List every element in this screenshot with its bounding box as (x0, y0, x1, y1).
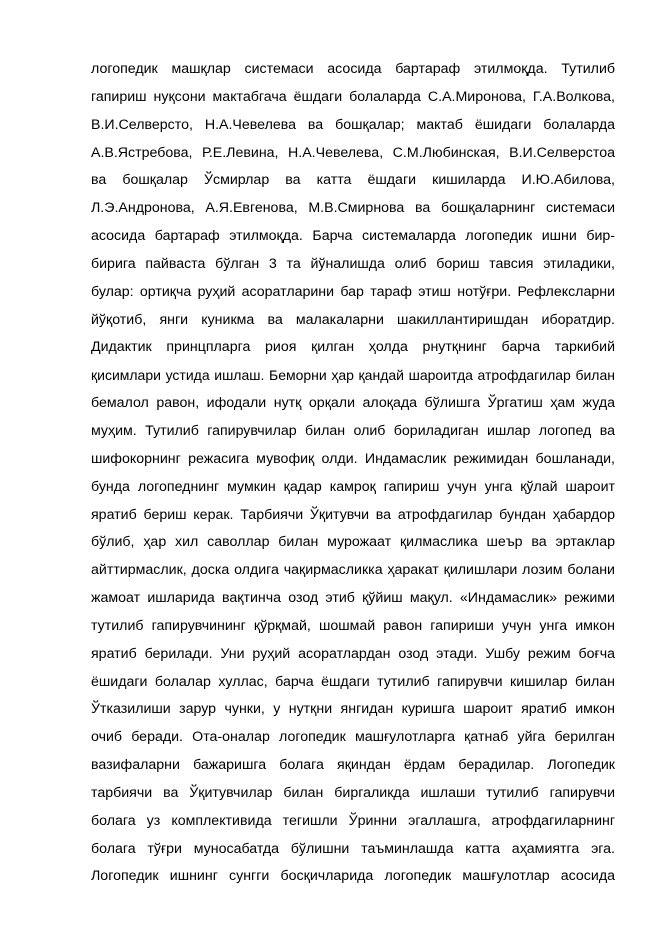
text-line: шифокорнинг режасига мувофиқ олди. Индамаслик режимидан бошланади, (91, 450, 615, 467)
text-line: йўқотиб, янги куникма ва малакаларни шакиллантиришдан иборатдир. (91, 311, 615, 328)
text-line: Ўтказилиши зарур чунки, у нутқни янгидан куришга шароит яратиб имкон (91, 701, 615, 718)
text-line: асосида бартараф этилмоқда. Барча системаларда логопедик ишни бир- (91, 228, 615, 245)
text-line: ва бошқалар Ўсмирлар ва катта ёшдаги кишиларда И.Ю.Абилова, (91, 172, 615, 189)
text-line: болага уз комплективида тегишли Ўринни эгаллашга, атрофдагиларнинг (91, 812, 615, 829)
text-line: ёшидаги болалар хуллас, барча ёшдаги тутилиб гапирувчи кишилар билан (91, 673, 615, 690)
text-line: В.И.Селверсто, Н.А.Чевелева ва бошқалар; мактаб ёшидаги болаларда (91, 116, 615, 133)
text-line: логопедик машқлар системаси асосида бартараф этилмоқда. Тутилиб (91, 61, 615, 77)
text-line: муҳим. Тутилиб гапирувчилар билан олиб бориладиган ишлар логопед ва (91, 422, 615, 439)
text-line: яратиб берилади. Уни руҳий асоратлардан озод этади. Ушбу режим боғча (91, 645, 615, 662)
text-line: Логопедик ишнинг сунгги босқичларида логопедик машғулотлар асосида (91, 868, 615, 885)
text-line: айттирмаслик, доска олдига чақирмасликка ҳаракат қилишлари лозим болани (91, 562, 615, 579)
text-line: болага тўғри муносабатда бўлишни таъминлашда катта аҳамиятга эга. (91, 840, 615, 857)
document-page (91, 56, 615, 891)
text-line: булар: ортиқча руҳий асоратларини бар тараф этиш нотўғри. Рефлексларни (91, 283, 615, 300)
text-line: вазифаларни бажаришга болага яқиндан ёрдам берадилар. Логопедик (91, 757, 615, 774)
text-line: бирига пайваста бўлган 3 та йўналишда олиб бориш тавсия этиладики, (91, 255, 615, 272)
text-line: жамоат ишларида вақтинча озод этиб қўйиш мақул. «Индамаслик» режими (91, 590, 615, 607)
text-line: Л.Э.Андронова, А.Я.Евгенова, М.В.Смирнова ва бошқаларнинг системаси (91, 200, 615, 217)
text-line: очиб беради. Ота-оналар логопедик машғулотларга қатнаб уйга берилган (91, 729, 615, 746)
text-line: бўлиб, ҳар хил саволлар билан мурожаат қилмаслика шеър ва эртаклар (91, 534, 615, 551)
text-line: қисимлари устида ишлаш. Беморни ҳар қандай шароитда атрофдагилар билан (91, 367, 615, 384)
text-line: тутилиб гапирувчининг қўрқмай, шошмай равон гапириши учун унга имкон (91, 617, 615, 634)
text-line: бемалол равон, ифодали нутқ орқали алоқада бўлишга Ўргатиш ҳам жуда (91, 395, 615, 412)
text-line: гапириш нуқсони мактабгача ёшдаги болаларда С.А.Миронова, Г.А.Волкова, (91, 88, 615, 105)
text-line: тарбиячи ва Ўқитувчилар билан биргаликда ишлаши тутилиб гапирувчи (91, 784, 615, 801)
text-line: яратиб бериш керак. Тарбиячи Ўқитувчи ва атрофдагилар бундан ҳабардор (91, 506, 615, 523)
text-line: А.В.Ястребова, Р.Е.Левина, Н.А.Чевелева, С.М.Любинская, В.И.Селверстоа (91, 144, 615, 161)
text-line: бунда логопеднинг мумкин қадар камроқ гапириш учун унга қўлай шароит (91, 478, 615, 495)
text-line: Дидактик принцпларга риоя қилган ҳолда рнутқнинг барча таркибий (91, 339, 615, 356)
